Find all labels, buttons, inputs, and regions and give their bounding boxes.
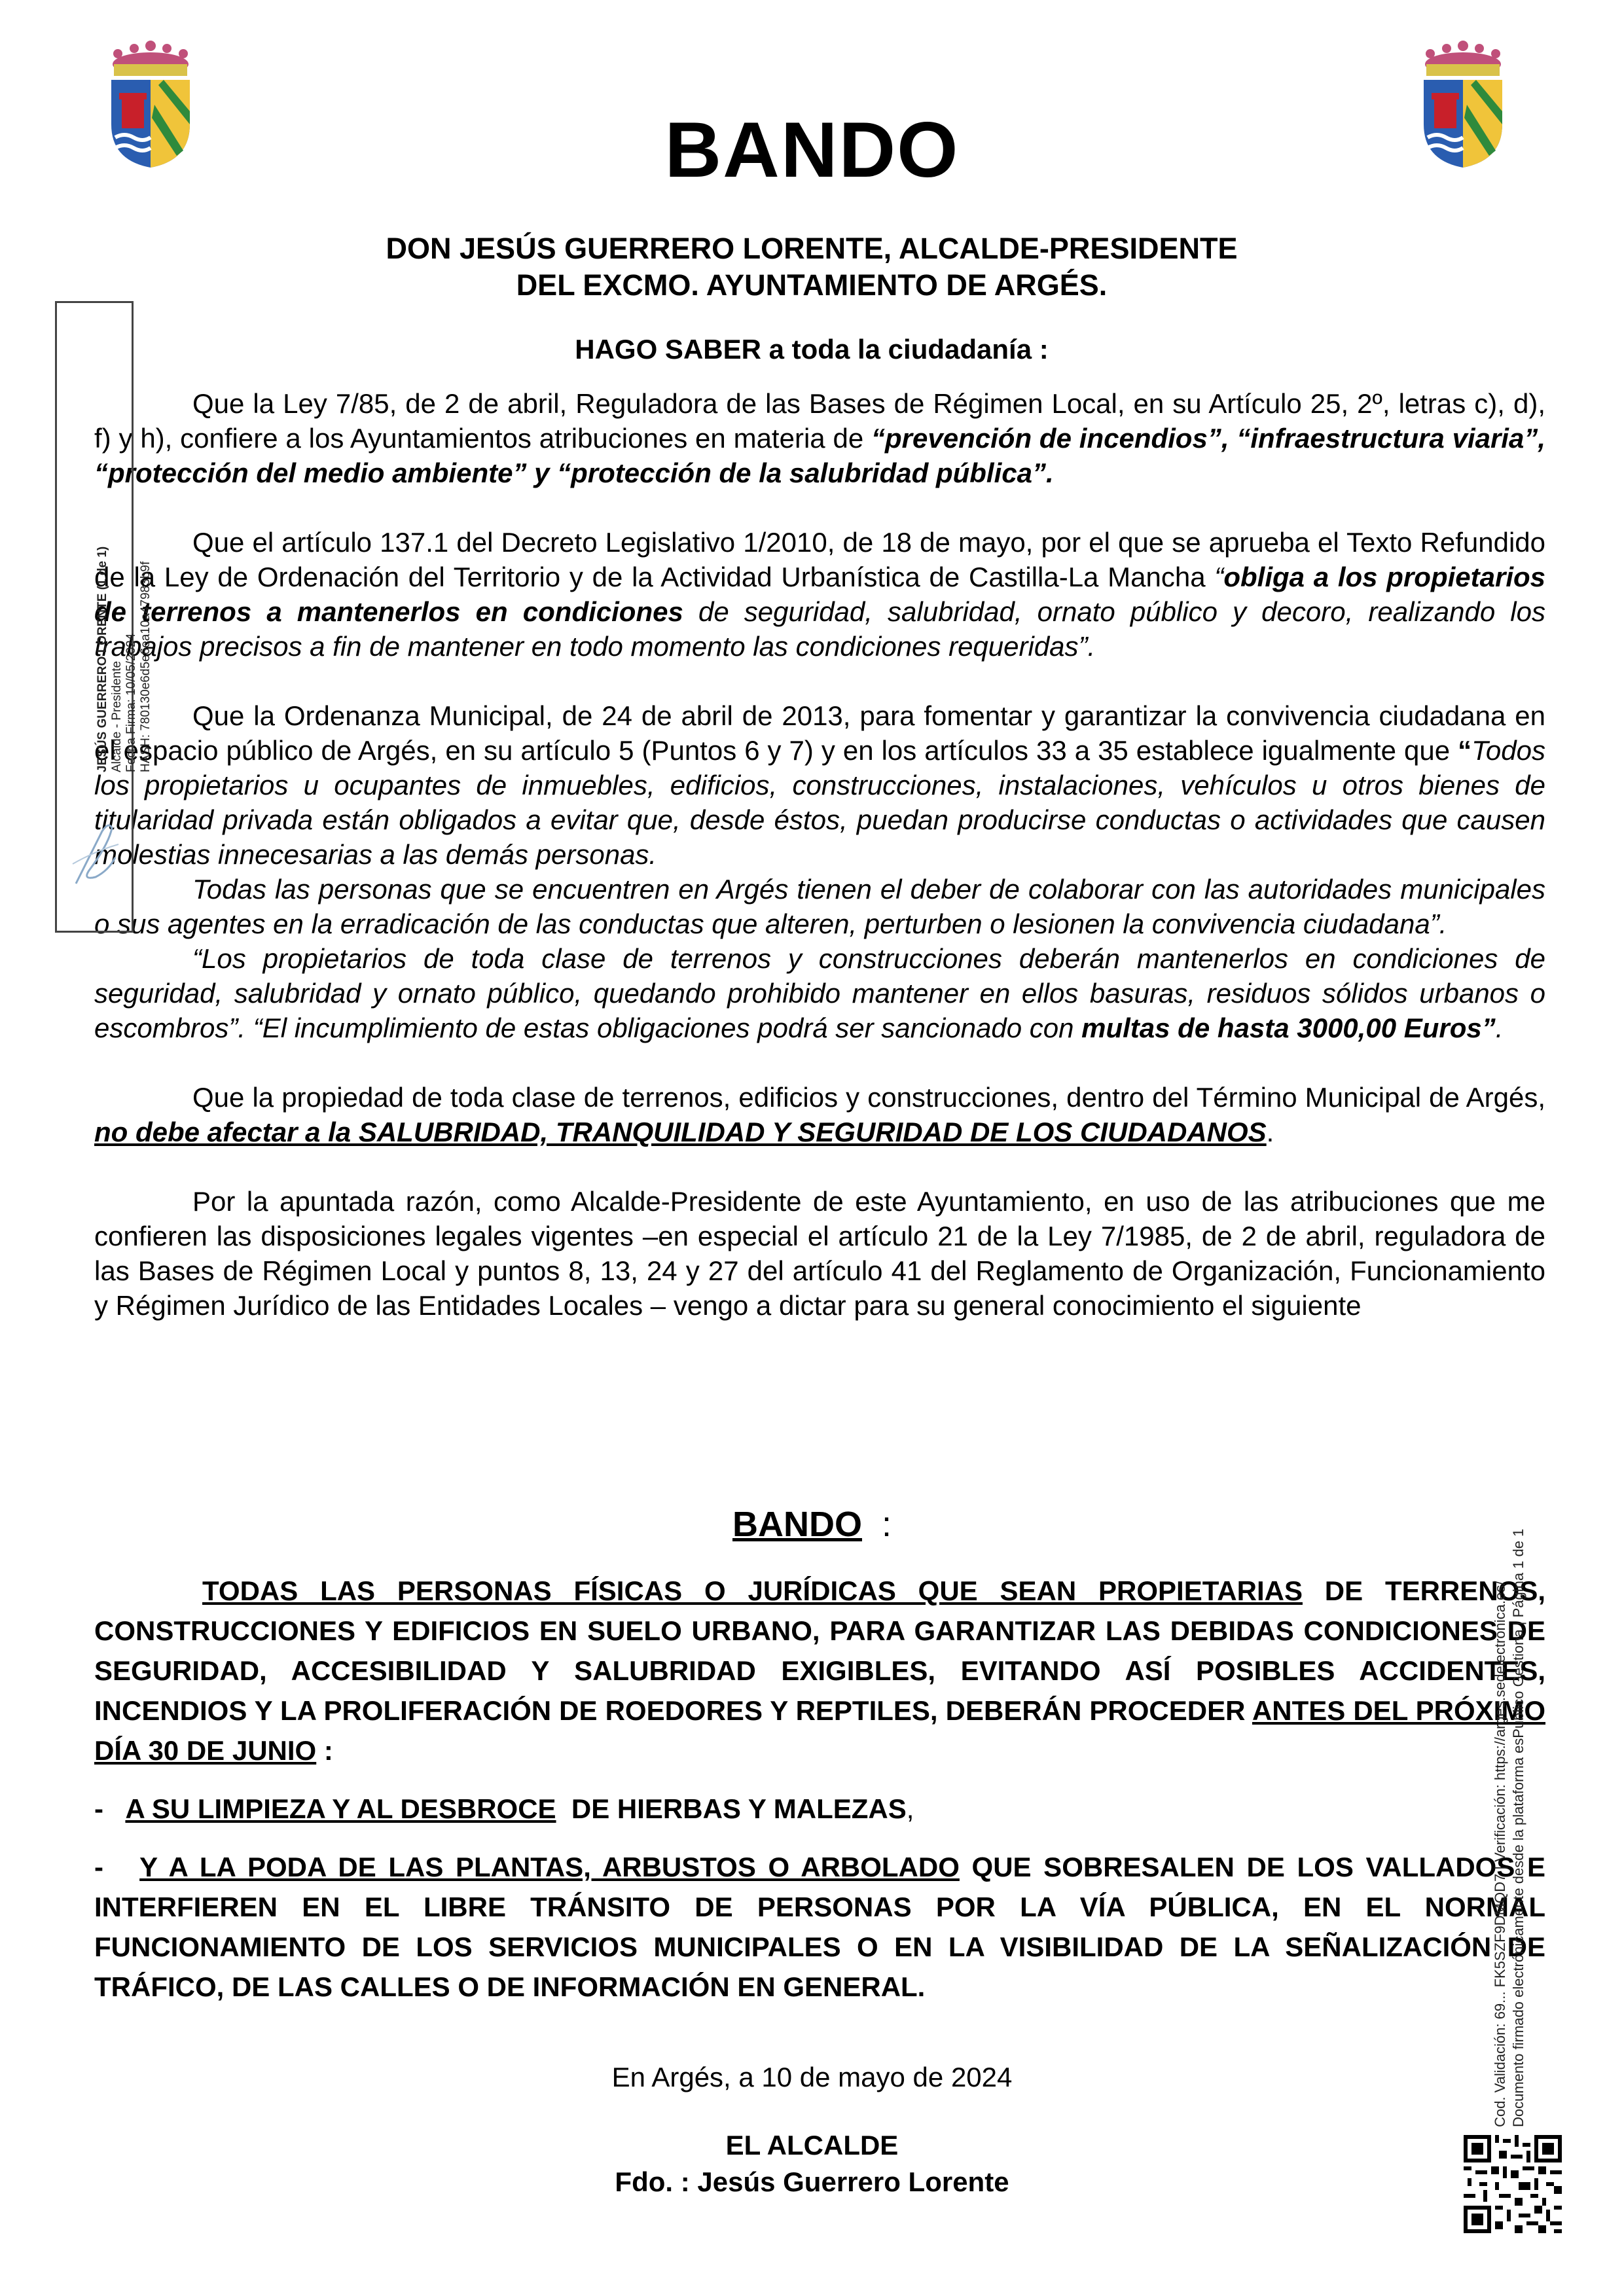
resolution-text — [94, 1571, 1545, 2007]
p2-quote-open: “ — [1214, 562, 1224, 592]
p5-end: . — [1495, 1013, 1504, 1043]
p3-italic: Todos los propietarios u ocupantes de inmuebles, edificios, construcciones, instalaciones, vehículos u otros bienes de titularidad privada están obligados a evitar que, desde éstos, puedan producirse conductas o actividades que causen molestias innecesarias a las demás personas. — [94, 735, 1545, 870]
r3-text: QUE SOBRESALEN DE LOS VALLADOS E INTERFIEREN EN EL LIBRE TRÁNSITO DE PERSONAS POR LA VÍA PÚBLICA, EN EL NORMAL FUNCIONAMIENTO DE LOS SERVICIOS MUNICIPALES O EN LA VISIBILIDAD DE LA SEÑALIZACIÓN DE TRÁFICO, DE LAS CALLES O DE INFORMACIÓN EN GENERAL. — [94, 1852, 1545, 2002]
r3-dash: - — [94, 1852, 140, 1882]
sig-line-1: JESÚS GUERRERO LORENTE (1 de 1) — [96, 546, 109, 772]
r2-comma: , — [906, 1793, 914, 1824]
sig-line-2: Alcalde - Presidente — [110, 660, 124, 772]
p1-emphasis: “prevención de incendios”, “infraestructura viaria”, “protección del medio ambiente” y “protección de la salubridad pública”. — [94, 423, 1546, 488]
paragraph-2 — [94, 525, 1545, 664]
body-text — [94, 386, 1545, 1323]
p2-text: Que el artículo 137.1 del Decreto Legislativo 1/2010, de 18 de mayo, por el que se aprueba el Texto Refundido de la Ley de Ordenación del Territorio y de la Actividad Urbanística de Castilla-La Mancha — [94, 527, 1545, 592]
resolution-title-word: BANDO — [732, 1505, 862, 1544]
p2-italic: de seguridad, salubridad, ornato público y decoro, realizando los trabajos precisos a fin de mantener en todo momento las condiciones requeridas”. — [94, 596, 1545, 662]
paragraph-7 — [94, 1184, 1545, 1323]
issuer-line-2: DEL EXCMO. AYUNTAMIENTO DE ARGÉS. — [516, 268, 1108, 302]
sig-line-4: HASH: 780130e6d5e6ea10a47983b9f — [139, 561, 153, 772]
date-line: En Argés, a 10 de mayo de 2024 — [611, 2062, 1013, 2092]
signer-title: EL ALCALDE — [725, 2130, 899, 2161]
r1-text: DE TERRENOS, CONSTRUCCIONES Y EDIFICIOS EN SUELO URBANO, PARA GARANTIZAR LAS DEBIDAS CONDICIONES DE SEGURIDAD, ACCESIBILIDAD Y SALUBRIDAD EXIGIBLES, EVITANDO ASÍ POSIBLES ACCIDENTES, INCENDIOS Y LA PROLIFERACIÓN DE ROEDORES Y REPTILES, DEBERÁN PROCEDER — [94, 1575, 1546, 1726]
resolution-paragraph-1 — [94, 1571, 1545, 1770]
resolution-title-colon: : — [861, 1505, 892, 1544]
qr-code-icon[interactable] — [1464, 2135, 1562, 2233]
paragraph-4 — [94, 872, 1545, 941]
p6-emphasis: no debe afectar a la SALUBRIDAD, TRANQUILIDAD Y SEGURIDAD DE LOS CIUDADANOS — [94, 1117, 1267, 1147]
p6-end: . — [1266, 1117, 1274, 1147]
paragraph-1 — [94, 386, 1545, 490]
r3-underlined: Y A LA PODA DE LAS PLANTAS, ARBUSTOS O ARBOLADO — [139, 1852, 960, 1882]
paragraph-3 — [94, 698, 1545, 872]
verification-side-text — [1491, 1420, 1528, 2127]
signature-flourish-icon — [63, 818, 128, 897]
p1-text: Que la Ley 7/85, de 2 de abril, Reguladora de las Bases de Régimen Local, en su Artículo 25, 2º, letras c), d), f) y h), confiere a los Ayuntamientos atribuciones en materia de — [94, 388, 1545, 454]
r1-deadline: ANTES DEL PRÓXIMO DÍA 30 DE JUNIO — [94, 1695, 1546, 1766]
r2-text: DE HIERBAS Y MALEZAS — [556, 1793, 907, 1824]
sig-line-3: Fecha Firma: 10/05/2024 — [124, 633, 138, 772]
r1-end: : — [316, 1735, 333, 1766]
document-title: BANDO — [664, 106, 960, 194]
r2-underlined: A SU LIMPIEZA Y AL DESBROCE — [125, 1793, 556, 1824]
p6-text: Que la propiedad de toda clase de terrenos, edificios y construcciones, dentro del Término Municipal de Argés, — [192, 1082, 1545, 1113]
paragraph-5 — [94, 941, 1545, 1045]
signature-block — [0, 2127, 1624, 2200]
p4-italic: Todas las personas que se encuentren en Argés tienen el deber de colaborar con las autoridades municipales o sus agentes en la erradicación de las conductas que alteren, perturben o lesionen la convivencia ciudadana”. — [94, 874, 1545, 939]
verification-line-2: Documento firmado electrónicamente desde la plataforma esPublico Gestiona | Página 1 de 1 — [1510, 1528, 1526, 2127]
p7-text: Por la apuntada razón, como Alcalde-Presidente de este Ayuntamiento, en uso de las atribuciones que me confieren las disposiciones legales vigentes –en especial el artículo 21 de la Ley 7/1985, de 2 de abril, reguladora de las Bases de Régimen Local y puntos 8, 13, 24 y 27 del artículo 41 del Reglamento de Organización, Funcionamiento y Régimen Jurídico de las Entidades Locales – vengo a dictar para su general conocimiento el siguiente — [94, 1186, 1545, 1321]
paragraph-6 — [94, 1080, 1545, 1149]
p3-text: Que la Ordenanza Municipal, de 24 de abril de 2013, para fomentar y garantizar la convivencia ciudadana en el espacio público de Argés, en su artículo 5 (Puntos 6 y 7) y en los artículos 33 a 35 establece igualmente que — [94, 700, 1545, 766]
intro-line: HAGO SABER a toda la ciudadanía : — [575, 334, 1049, 365]
resolution-item-1 — [94, 1789, 1545, 1829]
p5-emphasis: multas de hasta 3000,00 Euros” — [1081, 1013, 1496, 1043]
p3-quote-open: “ — [1458, 735, 1472, 766]
r1-underlined: TODAS LAS PERSONAS FÍSICAS O JURÍDICAS QUE SEAN PROPIETARIAS — [202, 1575, 1303, 1606]
electronic-signature-text — [96, 275, 153, 772]
p5-italic: “Los propietarios de toda clase de terrenos y construcciones deberán mantenerlos en condiciones de seguridad, salubridad y ornato público, quedando prohibido mantener en ellos basuras, residuos sólidos urbanos o escombros”. “El incumplimiento de estas obligaciones podrá ser sancionado con — [94, 943, 1545, 1043]
p2-emphasis: obliga a los propietarios de terrenos a mantenerlos en condiciones — [94, 562, 1546, 627]
resolution-title — [0, 1504, 1624, 1545]
issuer-heading — [196, 230, 1427, 304]
resolution-item-2 — [94, 1847, 1545, 2007]
r2-dash: - — [94, 1793, 126, 1824]
issuer-line-1: DON JESÚS GUERRERO LORENTE, ALCALDE-PRESIDENTE — [386, 232, 1238, 265]
verification-line-1: Cod. Validación: 69... FK5SZF9DMQD7 | Verificación: https://arges.sedelectronica.es/ — [1492, 1581, 1508, 2127]
signer-name: Fdo. : Jesús Guerrero Lorente — [615, 2166, 1009, 2197]
